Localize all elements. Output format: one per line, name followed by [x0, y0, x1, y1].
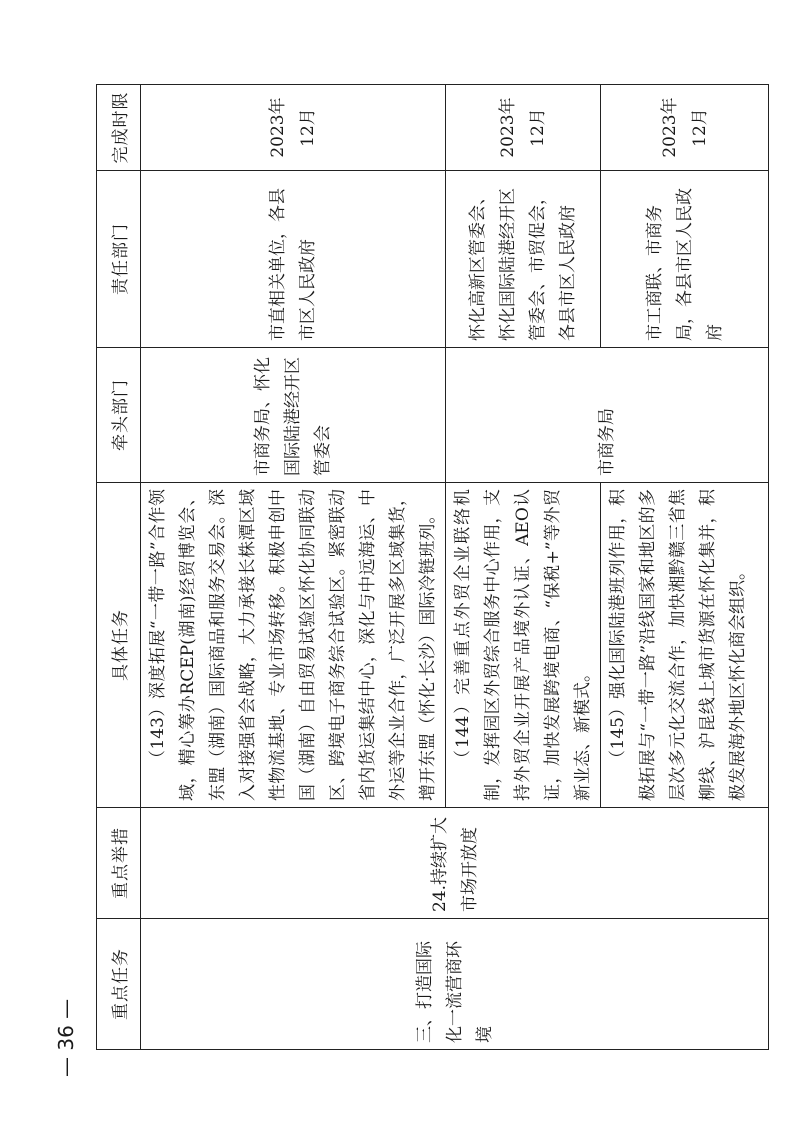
lead-dept-cell-143 [141, 348, 446, 483]
key-task-text: 三、打造国际化一流营商环境 [414, 941, 495, 1043]
page-number: — 36 — [54, 998, 78, 1077]
task-table [96, 84, 769, 1050]
task-text: （143）深度拓展“一带一路”合作领域，精心筹办RCEP(湖南)经贸博览会、东盟（湖南）国际商品和服务交易会。深入对接强省会战略，大力承接长株潭区域性物流基地、专业市场转移。积极申创中国（湖南）自由贸易试验区怀化协同联动区、跨境电子商务综合试验区。紧密联动省内货运集结中心，深化与中远海运、中外运等企业合作，广泛开展多区域集货，增开东盟（怀化·长沙）国际冷链班列。 [148, 489, 438, 801]
header-resp-dept: 责任部门 [97, 171, 141, 348]
header-specific-task: 具体任务 [97, 483, 141, 808]
lead-dept-text: 市商务局、怀化国际陆港经开区管委会 [253, 357, 333, 476]
lead-dept-cell-144 [446, 348, 769, 483]
deadline-text: 2023年12月 [498, 97, 548, 158]
resp-dept-text: 市直相关单位，各县市区人民政府 [268, 188, 318, 341]
deadline-text: 2023年12月 [659, 97, 710, 158]
deadline-cell-143 [141, 85, 446, 171]
resp-dept-cell-144 [446, 171, 601, 348]
header-key-task: 重点任务 [97, 919, 141, 1050]
resp-dept-text: 怀化高新区管委会、怀化国际陆港经开区管委会、市贸促会，各县市区人民政府 [468, 188, 578, 341]
header-deadline: 完成时限 [97, 85, 141, 171]
lead-dept-text: 市商务局 [597, 408, 617, 476]
key-task-cell [141, 919, 769, 1050]
resp-dept-cell-145 [601, 171, 769, 348]
deadline-cell-145 [601, 85, 769, 171]
task-table-sheet [96, 85, 748, 1050]
table-header-row [97, 85, 141, 1050]
key-measure-cell [141, 808, 769, 919]
header-key-measure: 重点举措 [97, 808, 141, 919]
deadline-cell-144 [446, 85, 601, 171]
table-row [141, 85, 446, 1050]
deadline-text: 2023年12月 [268, 97, 318, 158]
key-measure-text: 24.持续扩大市场开放度 [429, 816, 480, 912]
resp-dept-cell-143 [141, 171, 446, 348]
task-cell-143 [141, 483, 446, 808]
task-cell-145 [601, 483, 769, 808]
resp-dept-text: 市工商联、市商务局，各县市区人民政府 [644, 188, 725, 341]
task-text: （144）完善重点外贸企业联络机制，发挥园区外贸综合服务中心作用，支持外贸企业开展产品境外认证、AEO认证，加快发展跨境电商、“保税+”等外贸新业态、新模式。 [453, 489, 593, 801]
task-text: （145）强化国际陆港班列作用，积极拓展与“一带一路”沿线国家和地区的多层次多元化交流合作，加快湘黔赣三省焦柳线、沪昆线上城市货源在怀化集并，积极发展海外地区怀化商会组织。 [608, 489, 748, 801]
task-cell-144 [446, 483, 601, 808]
header-lead-dept: 牵头部门 [97, 348, 141, 483]
